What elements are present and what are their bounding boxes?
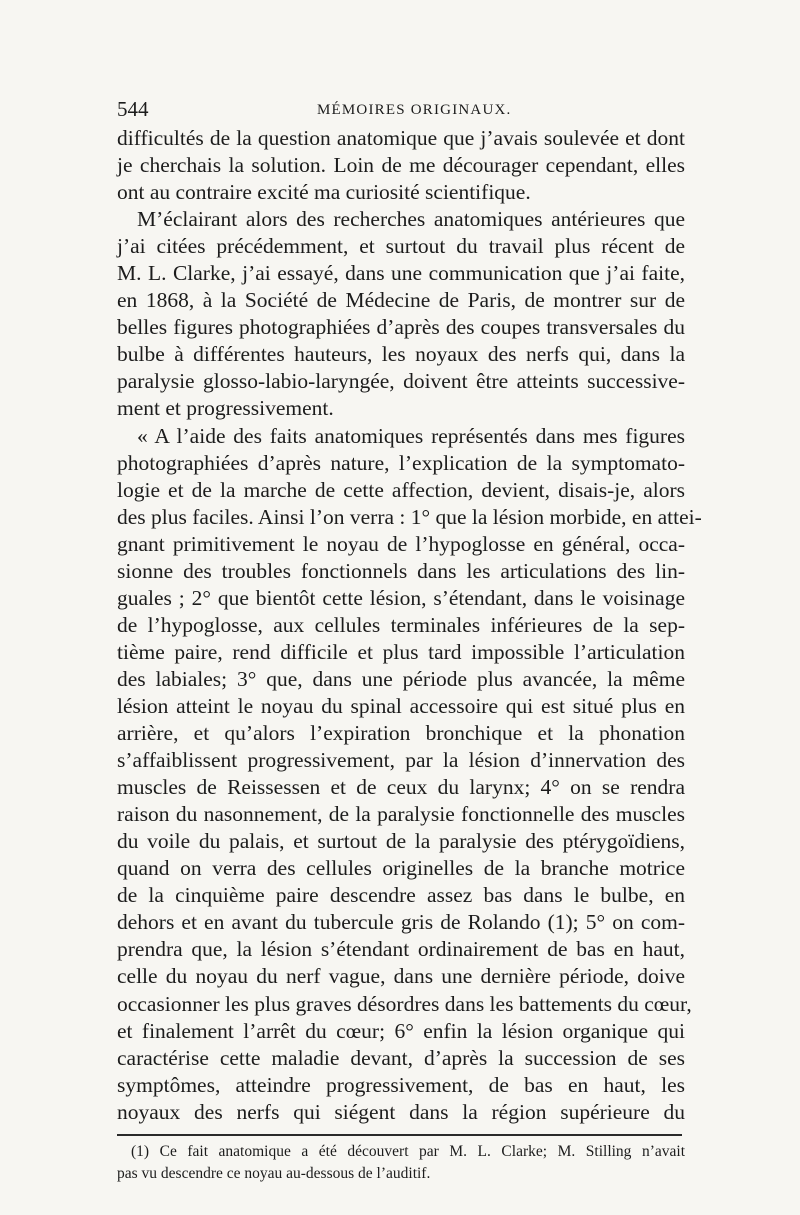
footnote	[117, 1141, 685, 1185]
text-line: gnant primitivement le noyau de l’hypoglosse en général, occa-	[117, 531, 685, 556]
text-line: et finalement l’arrêt du cœur; 6° enfin la lésion organique qui	[117, 1018, 685, 1043]
text-line: raison du nasonnement, de la paralysie fonctionnelle des muscles	[117, 802, 685, 827]
text-line: ment et progressivement.	[117, 396, 334, 421]
text-line: noyaux des nerfs qui siégent dans la région supérieure du	[117, 1099, 685, 1124]
text-line: lésion atteint le noyau du spinal accessoire qui est situé plus en	[117, 693, 685, 718]
text-line: arrière, et qu’alors l’expiration bronchique et la phonation	[117, 721, 685, 746]
text-line: de la cinquième paire descendre assez bas dans le bulbe, en	[117, 883, 685, 908]
page-number: 544	[117, 97, 149, 121]
text-line: caractérise cette maladie devant, d’après la succession de ses	[117, 1045, 685, 1070]
text-line: occasionner les plus graves désordres dans les battements du cœur,	[117, 991, 692, 1016]
text-line: dehors et en avant du tubercule gris de Rolando (1); 5° on com-	[117, 910, 685, 935]
text-line: j’ai citées précédemment, et surtout du travail plus récent de	[117, 234, 685, 259]
text-line: muscles de Reissessen et de ceux du larynx; 4° on se rendra	[117, 775, 685, 800]
text-line: symptômes, atteindre progressivement, de bas en haut, les	[117, 1072, 685, 1097]
text-line: s’affaiblissent progressivement, par la lésion d’innervation des	[117, 748, 685, 773]
text-line: bulbe à différentes hauteurs, les noyaux des nerfs qui, dans la	[117, 342, 685, 367]
text-line: « A l’aide des faits anatomiques représentés dans mes figures	[137, 423, 685, 448]
text-line: des plus faciles. Ainsi l’on verra : 1° que la lésion morbide, en attei-	[117, 504, 702, 529]
body-text	[117, 125, 702, 1126]
text-line: prendra que, la lésion s’étendant ordinairement de bas en haut,	[117, 937, 685, 962]
text-line: ont au contraire excité ma curiosité scientifique.	[117, 180, 531, 205]
text-line: belles figures photographiées d’après des coupes transversales du	[117, 315, 685, 340]
running-title: MÉMOIRES ORIGINAUX.	[317, 102, 512, 118]
text-line: tième paire, rend difficile et plus tard impossible l’articulation	[117, 639, 685, 664]
text-line: celle du noyau du nerf vague, dans une dernière période, doive	[117, 964, 685, 989]
running-header	[117, 97, 679, 121]
text-line: je cherchais la solution. Loin de me décourager cependant, elles	[117, 153, 685, 178]
text-line: M. L. Clarke, j’ai essayé, dans une communication que j’ai faite,	[117, 261, 685, 286]
text-line: de l’hypoglosse, aux cellules terminales inférieures de la sep-	[117, 612, 685, 637]
text-line: logie et de la marche de cette affection, devient, disais-je, alors	[117, 477, 685, 502]
text-line: sionne des troubles fonctionnels dans les articulations des lin-	[117, 558, 685, 583]
footnote-line: (1) Ce fait anatomique a été découvert par M. L. Clarke; M. Stilling n’avait	[131, 1143, 685, 1160]
text-line: guales ; 2° que bientôt cette lésion, s’étendant, dans le voisinage	[117, 585, 685, 610]
text-line: des labiales; 3° que, dans une période plus avancée, la même	[117, 666, 685, 691]
text-line: difficultés de la question anatomique que j’avais soulevée et dont	[117, 126, 685, 150]
text-line: M’éclairant alors des recherches anatomiques antérieures que	[137, 207, 685, 232]
text-line: du voile du palais, et surtout de la paralysie des ptérygoïdiens,	[117, 829, 685, 854]
footnote-line: pas vu descendre ce noyau au-dessous de l’auditif.	[117, 1165, 431, 1182]
text-line: paralysie glosso-labio-laryngée, doivent être atteints successive-	[117, 369, 685, 394]
text-line: en 1868, à la Société de Médecine de Paris, de montrer sur de	[117, 288, 685, 313]
footnote-divider	[117, 1134, 682, 1136]
text-line: photographiées d’après nature, l’explication de la symptomato-	[117, 450, 685, 475]
text-line: quand on verra des cellules originelles de la branche motrice	[117, 856, 685, 881]
